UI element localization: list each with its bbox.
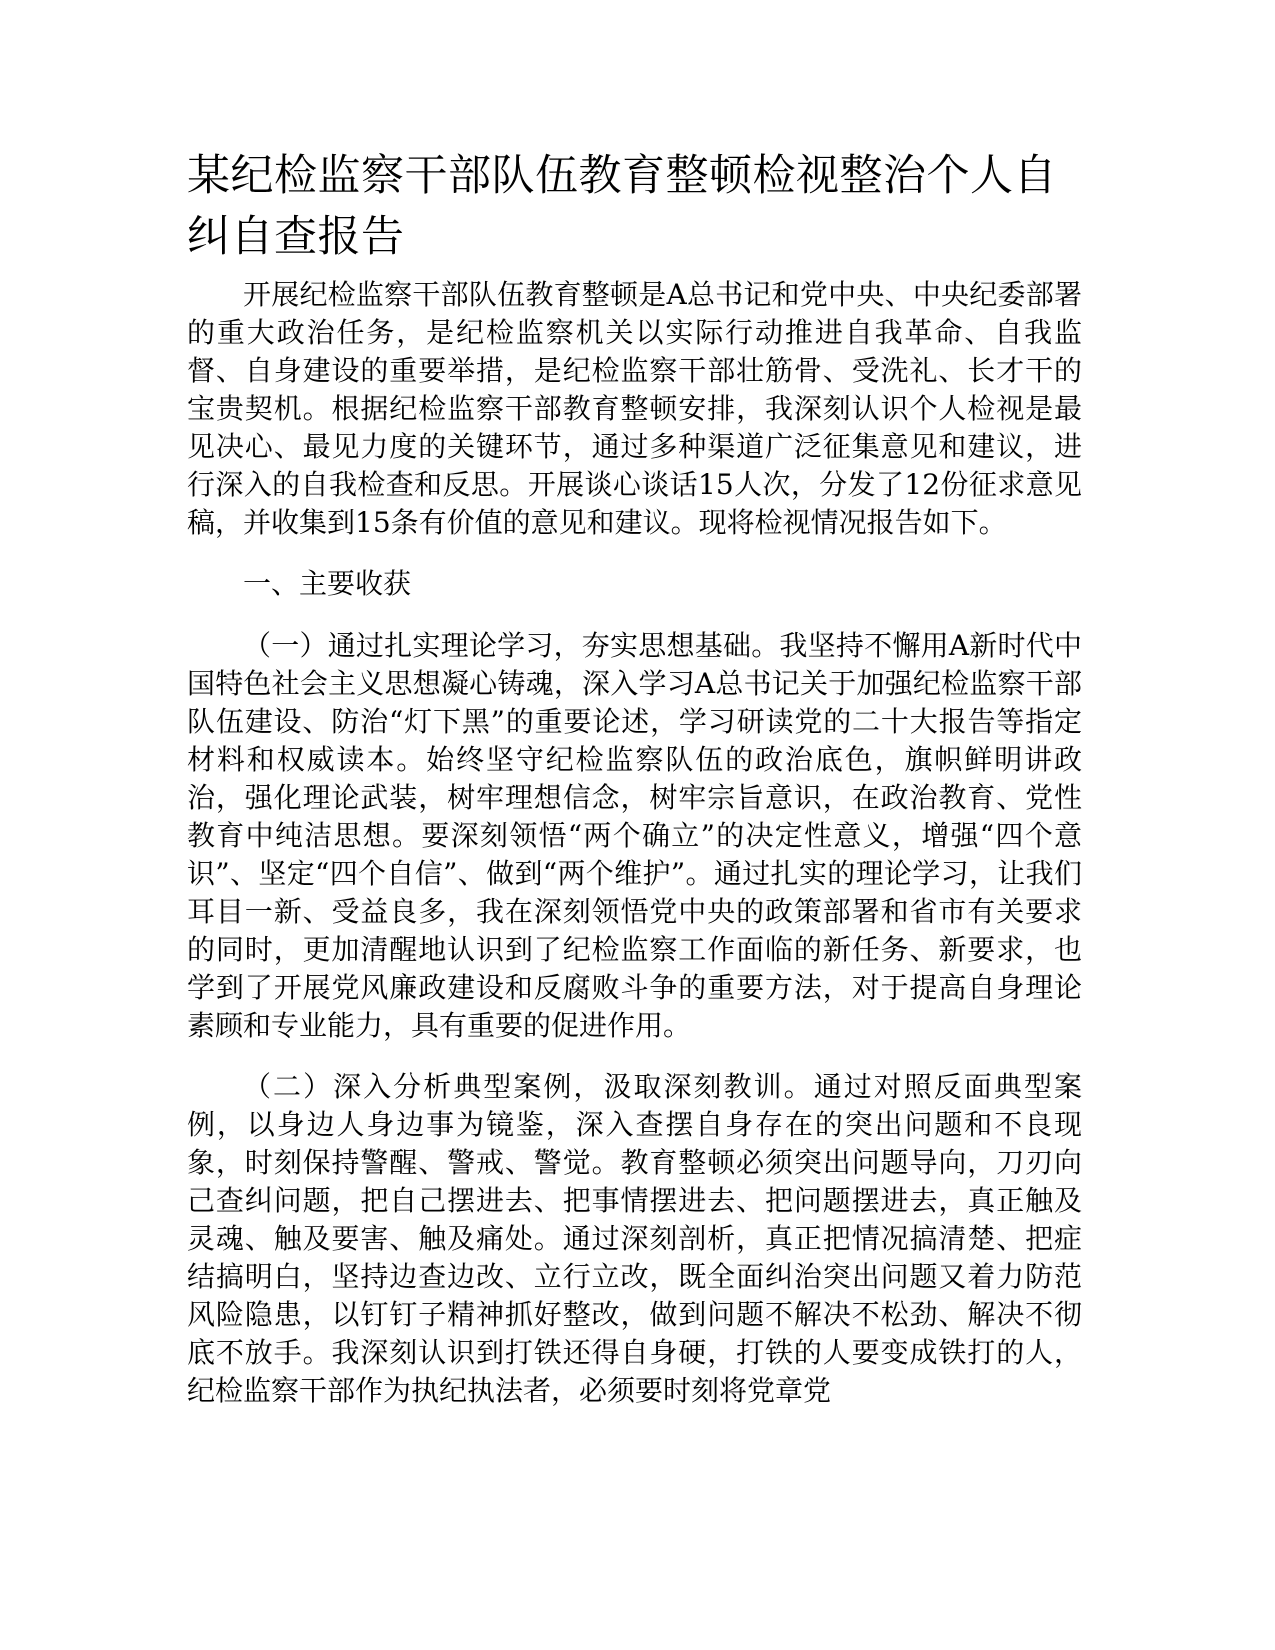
section-paragraph-theory-study: （一）通过扎实理论学习，夯实思想基础。我坚持不懈用A新时代中国特色社会主义思想凝心铸魂，深入学习A总书记关于加强纪检监察干部队伍建设、防治“灯下黑”的重要论述，学习研读党的二十大报告等指定材料和权威读本。始终坚守纪检监察队伍的政治底色，旗帜鲜明讲政治，强化理论武装，树牢理想信念，树牢宗旨意识，在政治教育、党性教育中纯洁思想。要深刻领悟“两个确立”的决定性意义，增强“四个意识”、坚定“四个自信”、做到“两个维护”。通过扎实的理论学习，让我们耳目一新、受益良多，我在深刻领悟党中央的政策部署和省市有关要求的同时，更加清醒地认识到了纪检监察工作面临的新任务、新要求，也学到了开展党风廉政建设和反腐败斗争的重要方法，对于提高自身理论素顾和专业能力，具有重要的促进作用。 bbox=[187, 629, 1082, 1042]
document-title: 某纪检监察干部队伍教育整顿检视整治个人自纠自查报告 bbox=[187, 151, 1057, 262]
intro-paragraph: 开展纪检监察干部队伍教育整顿是A总书记和党中央、中央纪委部署的重大政治任务，是纪检监察机关以实际行动推进自我革命、自我监督、自身建设的重要举措，是纪检监察干部壮筋骨、受洗礼、长才干的宝贵契机。根据纪检监察干部教育整顿安排，我深刻认识个人检视是最见决心、最见力度的关键环节，通过多种渠道广泛征集意见和建议，进行深入的自我检查和反思。开展谈心谈话15人次，分发了12份征求意见稿，并收集到15条有价值的意见和建议。现将检视情况报告如下。 bbox=[187, 278, 1082, 539]
document-body bbox=[187, 146, 1082, 1433]
section-heading-main-gains: 一、主要收获 bbox=[243, 567, 412, 600]
section-paragraph-case-analysis: （二）深入分析典型案例，汲取深刻教训。通过对照反面典型案例，以身边人身边事为镜鉴，深入查摆自身存在的突出问题和不良现象，时刻保持警醒、警戒、警觉。教育整顿必须突出问题导向，刀刃向己查纠问题，把自己摆进去、把事情摆进去、把问题摆进去，真正触及灵魂、触及要害、触及痛处。通过深刻剖析，真正把情况搞清楚、把症结搞明白，坚持边查边改、立行立改，既全面纠治突出问题又着力防范风险隐患，以钉钉子精神抓好整改，做到问题不解决不松劲、解决不彻底不放手。我深刻认识到打铁还得自身硬，打铁的人要变成铁打的人，纪检监察干部作为执纪执法者，必须要时刻将党章党 bbox=[187, 1070, 1082, 1407]
